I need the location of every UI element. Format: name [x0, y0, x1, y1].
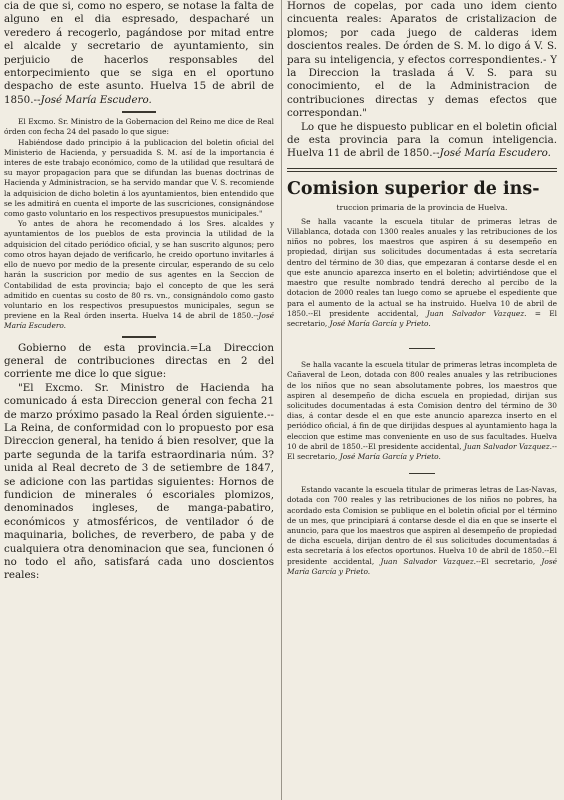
- separator: [409, 348, 435, 349]
- left-column: [4, 0, 274, 583]
- section-subtitle: truccion primaria de la provincia de Huelva.: [336, 202, 508, 212]
- order-intro: El Excmo. Sr. Ministro de la Gobernacion del Reino me dice de Real órden con fecha 24 del pasado lo que sigue:: [4, 117, 274, 137]
- separator: [409, 473, 435, 474]
- spacer: [287, 477, 557, 485]
- signature: José María Escudero.: [40, 93, 152, 106]
- order-paragraph-2: Yo antes de ahora he recomendado á los Sres. alcaldes y ayuntamientos de los pueblos de esta provincia la utilidad de la adquisicion del citado periódico oficial, y se han suscrito algunos; pero como otros hayan dejado de verificarlo, he creido oportuno invitarles á ello de nuevo por medio de la presente circular, esperando de su celo harán la suscricion por medio de sus agentes en la Seccion de Contabilidad de esta provincia; bajo el concepto de que les será admitido en cuentas su costo de 80 rs. vn., consignándolo como gasto voluntario en los respectivos presupuestos municipales, segun se previene en la Real órden inserta. Huelva 14 de abril de 1850.--José María Escudero.: [4, 219, 274, 331]
- double-rule: [287, 168, 557, 172]
- notice-2: Se halla vacante la escuela titular de primeras letras incompleta de Cañaveral de Leon, dotada con 800 reales anuales y las retribuciones de los niños que no sean absolutamente pobres, los maestros que aspiren al desempeño de dicha escuela en propiedad, dirijan sus solicitudes documentadas á esta Comision dentro del término de 30 dias, á contar desde el en que este anuncio aparezca inserto en el periódico oficial, á fin de que dirijidas despues al ayuntamiento haga la eleccion que estime mas conveniente en uso de sus facultades. Huelva 10 de abril de 1850.--El presidente accidental, Juan Salvador Vazquez.--El secretario, José María García y Prieto.: [287, 360, 557, 461]
- notice-3: Estando vacante la escuela titular de primeras letras de Las-Navas, dotada con 700 reales y las retribuciones de los niños no pobres, ha acordado esta Comision se publique en el boletin oficial por el término de un mes, que principiará á contarse desde el dia en que se inserte el anuncio, para que los maestros que aspiren al desempeño de propiedad de dicha escuela, dirijan dentro de él sus solicitudes documentadas á esta secretaría á los efectos oportunos. Huelva 10 de abril de 1850.--El presidente accidental, Juan Salvador Vazquez.--El secretario, José María García y Prieto.: [287, 485, 557, 576]
- signature: José María Escudero.: [4, 311, 274, 331]
- notice-1: Se halla vacante la escuela titular de primeras letras de Villablanca, dotada con 1300 reales anuales y las retribuciones de los niños no pobres, los maestros que aspiren á su desempeño en propiedad, dirijan sus solicitudes documentadas á esta secretaría dentro del término de 30 dias, que empezaran á contarse desde el en que este anuncio aparezca inserto en el boletin; advirtiéndose que el maestro que resulte nombrado tendrá derecho al percibo de la dotacion de 2000 reales tan luego como se apruebe el espediente que para el aumento de la actual se ha instruido. Huelva 10 de abril de 1850.--El presidente accidental, Juan Salvador Vazquez. = El secretario, José María García y Prieto.: [287, 216, 557, 328]
- continuation-paragraph: Hornos de copelas, por cada uno idem ciento cincuenta reales: Aparatos de cristalizacion de plomos; por cada juego de calderas idem doscientos reales. De órden de S. M. lo digo á V. S. para su inteligencia, y efectos correspondientes.- Y la Direccion la traslada á V. S. para su conocimiento, el de la Administracion de contribuciones directas y demas efectos que correspondan.": [287, 0, 557, 120]
- separator: [122, 336, 156, 338]
- publish-paragraph: Lo que he dispuesto publicar en el boletin oficial de esta provincia para la comun inteligencia. Huelva 11 de abril de 1850.--José María Escudero.: [287, 120, 557, 160]
- section-title: Comision superior de ins-: [287, 178, 540, 199]
- column-divider: [281, 0, 282, 800]
- signature: José María Escudero.: [439, 147, 551, 160]
- government-body: "El Excmo. Sr. Ministro de Hacienda ha comunicado á esta Direccion general con fecha 21 de marzo próximo pasado la Real órden siguiente.--La Reina, de conformidad con lo propuesto por esa Direccion general, ha tenido á bien resolver, que la parte segunda de la tarifa estraordinaria núm. 3? unida al Real decreto de 3 de setiembre de 1847, se adicione con las partidas siguientes: Hornos de fundicion de minerales ó escoriales plomizos, denominados ingleses, de manga-pabatiro, económicos y atmosféricos, de ventilador ó de maquinaria, boliches, de reverbero, de paba y de cualquiera otra denominacion que sea, funcionen ó no todo el año, satisfará cada uno doscientos reales:: [4, 381, 274, 582]
- government-intro: Gobierno de esta provincia.=La Direccion general de contribuciones directas en 2 del corriente me dice lo que sigue:: [4, 341, 274, 381]
- order-paragraph-1: Habiéndose dado principio á la publicacion del boletin oficial del Ministerio de Hacienda, y persuadida S. M. así de la importancia é interes de este trabajo económico, como de la utilidad que resultará de su mayor propagacion para que se difundan las buenas doctrinas de Hacienda y Administracion, se ha servido mandar que V. S. recomiende la adquisicion de dicho boletin á los ayuntamientos, bien entendido que se les admitirá en cuenta el importe de las suscriciones, consignándose como gasto voluntario en los respectivos presupuestos municipales.": [4, 137, 274, 219]
- spacer: [287, 462, 557, 470]
- spacer: [287, 329, 557, 345]
- spacer: [287, 352, 557, 360]
- separator: [122, 111, 156, 113]
- continuation-paragraph: cia de que si, como no espero, se notase la falta de alguno en el dia espresado, despacharé un veredero á recogerlo, pagándose por mitad entre el alcalde y secretario de ayuntamiento, sin perjuicio de hacerlos responsables del entorpecimiento que se siga en el oportuno despacho de este asunto. Huelva 15 de abril de 1850.--José María Escudero.: [4, 0, 274, 106]
- right-column: [287, 0, 557, 577]
